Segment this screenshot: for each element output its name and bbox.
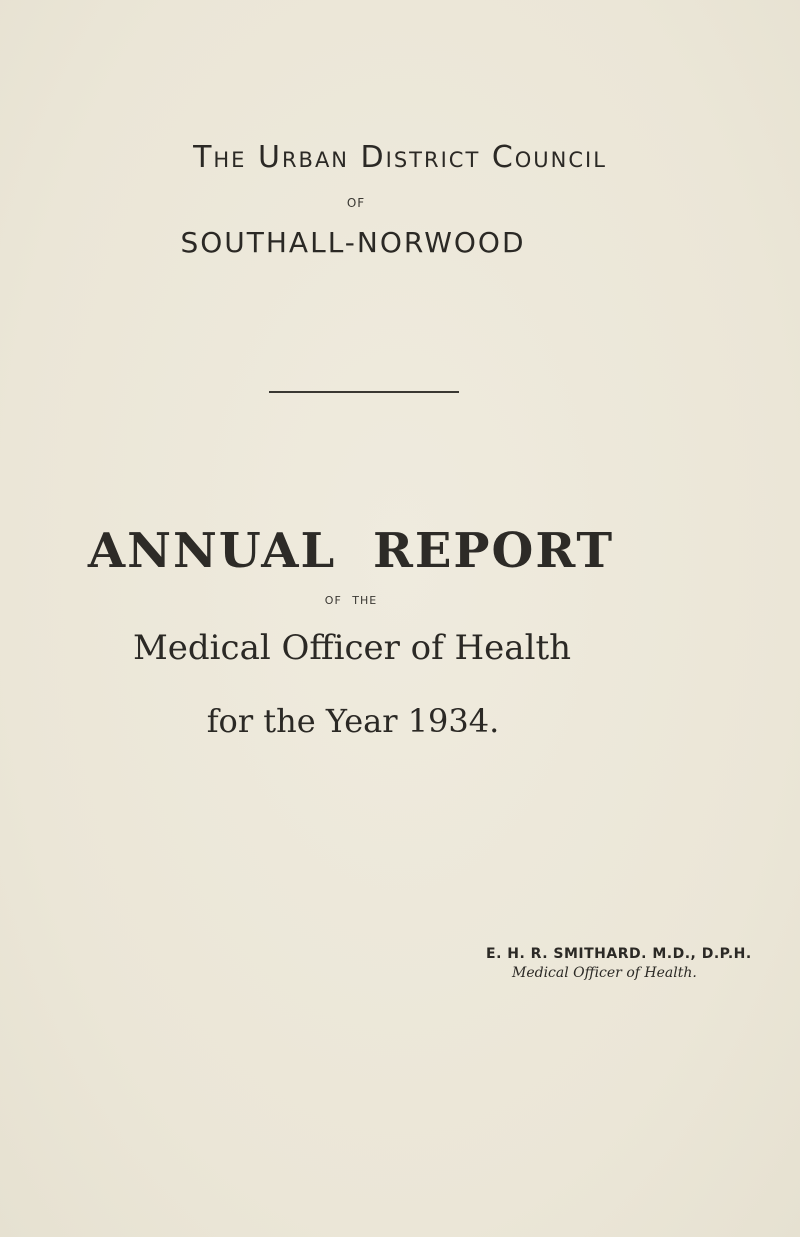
report-year: for the Year 1934. [206, 702, 500, 740]
signer-role: Medical Officer of Health. [512, 965, 697, 981]
report-title: ANNUAL REPORT [87, 523, 615, 579]
council-heading: The Urban District Council [193, 140, 607, 175]
signer-name: E. H. R. SMITHARD. M.D., D.P.H. [486, 946, 752, 962]
horizontal-rule [269, 391, 459, 393]
of-the-connector: OF THE [324, 594, 378, 607]
of-connector: OF [346, 196, 366, 210]
officer-title: Medical Officer of Health [132, 628, 572, 668]
district-name: SOUTHALL-NORWOOD [180, 226, 526, 259]
